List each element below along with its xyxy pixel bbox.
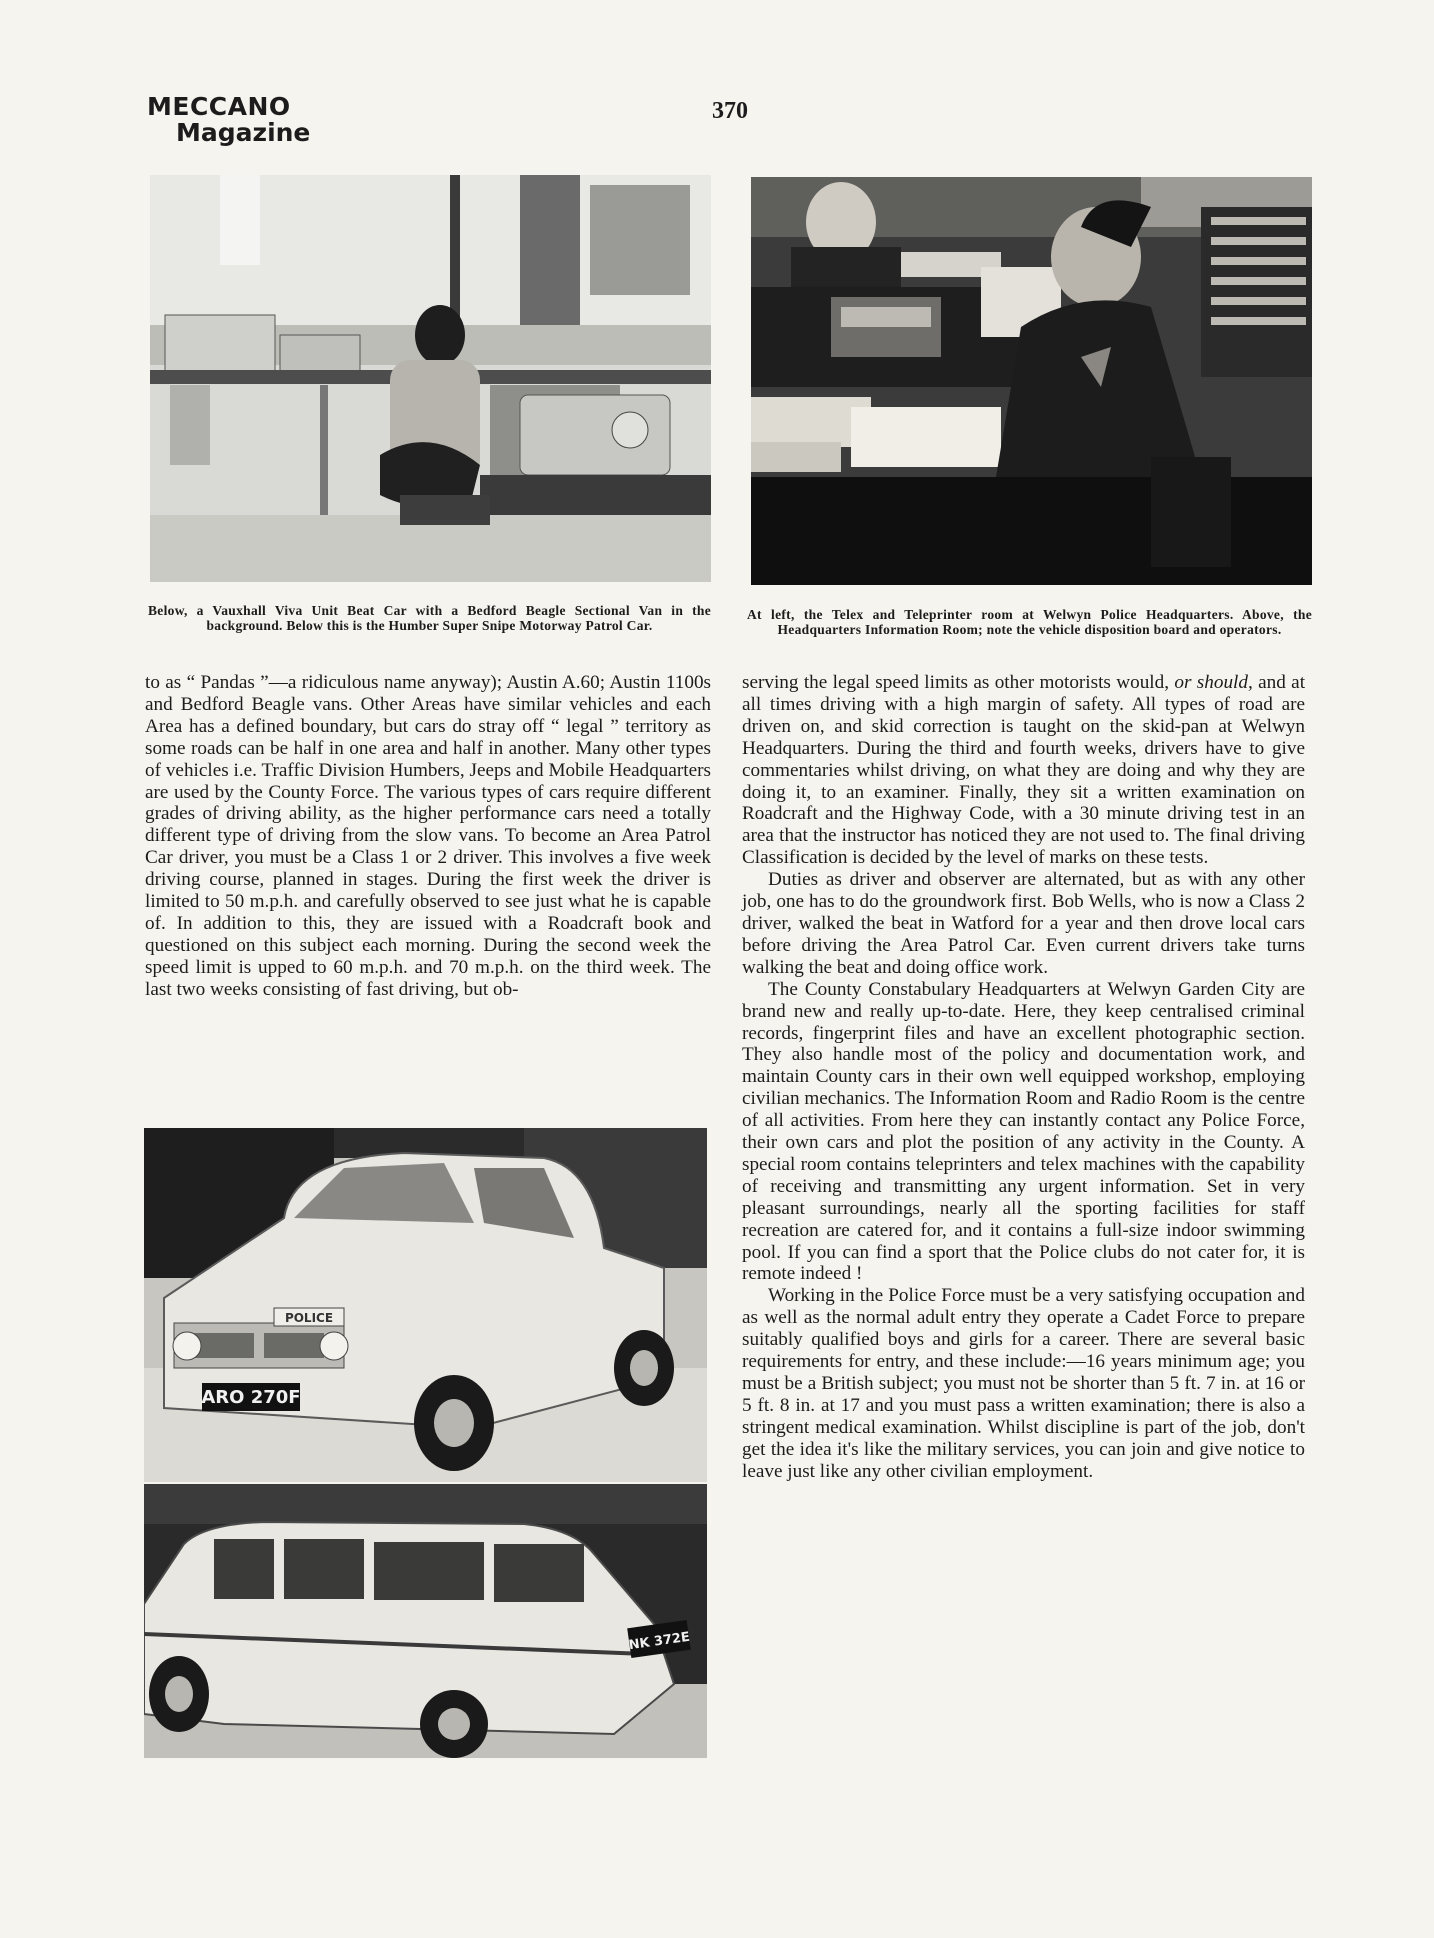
police-badge: POLICE (284, 1311, 334, 1325)
right-paragraph-4: Working in the Police Force must be a very satisfying occupation and as well as the normal adult entry they operate a Cadet Force to prepare suitably qualified boys and girls for a career. There are several basic requirements for entry, and these include:—16 years minimum age; you must be a British subject; you must not be shorter than 5 ft. 7 in. at 16 or 5 ft. 8 in. at 17 and you must pass a written examination; there is also a stringent medical examination. Whilst discipline is part of the job, don't get the idea it's like the military services, you can join and give notice to leave just like any other civilian employment. (742, 1285, 1305, 1482)
left-photo-caption: Below, a Vauxhall Viva Unit Beat Car with a Bedford Beagle Sectional Van in the background. Below this is the Humber Super Snipe Motorway Patrol Car. (148, 603, 711, 633)
right-paragraph-2: Duties as driver and observer are alternated, but as with any other job, one has to do the groundwork first. Bob Wells, who is now a Class 2 driver, walked the beat in Watford for a year and then drove local cars before driving the Area Patrol Car. Even current drivers take turns walking the beat and doing office work. (742, 869, 1305, 978)
vauxhall-viva-photo (144, 1128, 707, 1482)
right-paragraph-3: The County Constabulary Headquarters at Welwyn Garden City are brand new and really up-to-date. Here, they keep centralised criminal records, fingerprint files and have an excellent photographic section. They also handle most of the policy and documentation work, and maintain County cars in their own well equipped workshop, employing civilian mechanics. The Information Room and Radio Room is the centre of all activities. From here they can instantly contact any Police Force, their own cars and plot the position of any activity in the County. A special room contains teleprinters and telex machines with the capability of receiving and transmitting any urgent information. Set in very pleasant surroundings, nearly all the sporting facilities for staff recreation are catered for, and it contains a full-size indoor swimming pool. If you can find a sport that the Police clubs do not cater for, it is remote indeed ! (742, 978, 1305, 1285)
masthead-subtitle: Magazine (176, 118, 311, 148)
right-paragraph-1-start: serving the legal speed limits as other motorists would, (742, 672, 1170, 693)
information-room-photo (751, 177, 1312, 585)
page-number: 370 (712, 98, 748, 124)
masthead-title: MECCANO (147, 92, 291, 121)
right-paragraph-1 (742, 672, 1305, 869)
car-number-plate-2: NK 372E (627, 1629, 691, 1654)
right-photo-caption: At left, the Telex and Teleprinter room at Welwyn Police Headquarters. Above, the Headquarters Information Room; note the vehicle disposition board and operators. (747, 607, 1312, 637)
car-number-plate-1: ARO 270F (201, 1387, 301, 1408)
left-text-column (145, 672, 711, 1001)
telex-room-photo (150, 175, 711, 582)
humber-super-snipe-photo (144, 1484, 707, 1758)
right-paragraph-1-rest: and at all times driving with a high margin of safety. All types of road are driven on, and skid correction is taught on the skid-pan at Welwyn Headquarters. During the third and fourth weeks, drivers have to give commentaries whilst driving, on what they are doing and why they are doing it, to an examiner. Finally, they sit a written examination on Roadcraft and the Highway Code, with a 30 minute driving test in an area that the instructor has noticed they are not used to. The final driving Classification is decided by the level of marks on these tests. (742, 672, 1306, 869)
right-text-column (742, 672, 1305, 1483)
masthead (147, 94, 310, 147)
left-paragraph-1: to as “ Pandas ”—a ridiculous name anyway); Austin A.60; Austin 1100s and Bedford Beagle vans. Other Areas have similar vehicles and each Area has a defined boundary, but cars do stray off “ legal ” territory as some roads can be half in one area and half in another. Many other types of vehicles i.e. Traffic Division Humbers, Jeeps and Mobile Headquarters are used by the County Force. The various types of cars require different grades of driving ability, as the higher performance cars need a totally different type of driving from the slow vans. To become an Area Patrol Car driver, you must be a Class 1 or 2 driver. This involves a five week driving course, planned in stages. During the first week the driver is limited to 50 m.p.h. and carefully observed to see just what he is capable of. In addition to this, they are issued with a Roadcraft book and questioned on this subject each morning. During the second week the speed limit is upped to 60 m.p.h. and 70 m.p.h. on the third week. The last two weeks consisting of fast driving, but ob- (145, 672, 711, 1000)
right-paragraph-1-emphasis: or should, (1174, 672, 1253, 693)
